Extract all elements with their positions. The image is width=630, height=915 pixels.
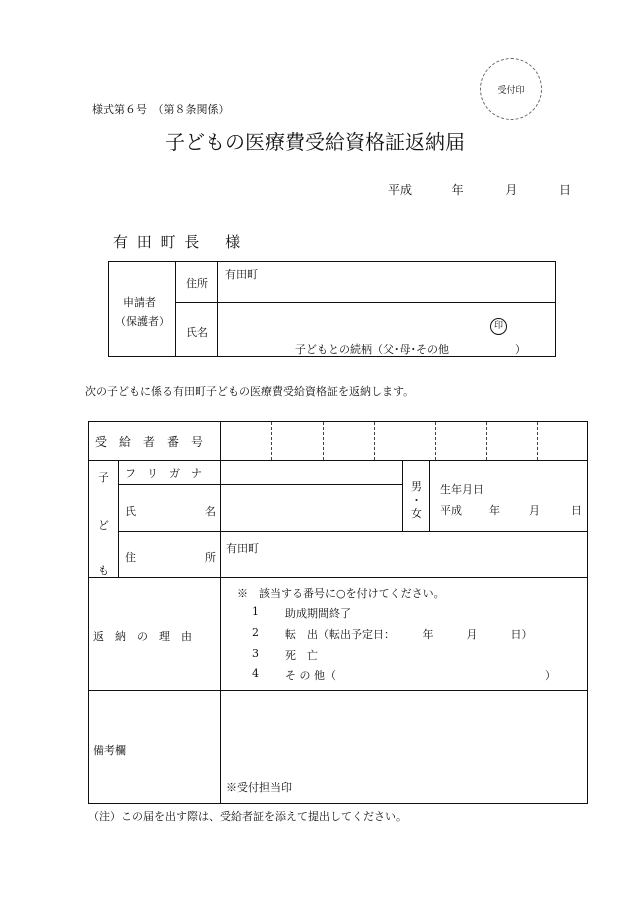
form-number: 様式第６号 （第８条関係） [92,103,230,116]
birth-era: 平成 [440,504,462,517]
reason-instruction: ※ 該当する番号に○を付けてください。 [237,587,445,600]
child-label-2: ど [98,519,109,532]
applicant-relation: 子どもとの続柄（父･母･その他 ） [295,343,526,356]
furigana-field[interactable] [223,462,399,482]
reason-item-3-no[interactable]: 3 [252,647,259,660]
child-address-label-1: 住 [125,551,136,564]
reason-item-4-text: そ の 他（ ） [285,669,556,682]
addressee: 有 田 町 長 様 [113,233,243,251]
reception-stamp-area [480,58,542,120]
child-name-label-2: 名 [205,505,216,518]
reason-item-3-text: 死 亡 [285,649,318,662]
applicant-address-label: 住所 [186,277,208,290]
child-name-label-1: 氏 [125,505,136,518]
reason-item-1-text: 助成期間終了 [285,607,351,620]
birth-year: 年 [489,504,500,517]
footnote: （注）この届を出す際は、受給者証を添えて提出してください。 [88,810,407,823]
recipient-number-label: 受 給 者 番 号 [95,435,204,449]
date-line [388,181,571,198]
date-month: 月 [505,183,518,197]
applicant-header: 申請者 [123,296,156,309]
sex-separator: ・ [411,494,422,507]
sex-female[interactable]: 女 [411,507,422,520]
recipient-table [88,421,588,804]
recipient-number-field[interactable] [222,424,584,458]
child-label-3: も [98,564,109,577]
reason-label: 返 納 の 理 由 [93,630,192,643]
reason-item-1-no[interactable]: 1 [252,605,259,618]
applicant-header-sub: （保護者） [115,315,170,328]
remarks-field[interactable] [223,694,583,764]
birth-month: 月 [529,504,540,517]
return-statement: 次の子どもに係る有田町子どもの医療費受給資格証を返納します。 [85,385,415,398]
furigana-label: フ リ ガ ナ [125,467,202,480]
child-label-1: 子 [98,471,109,484]
reason-item-2-text: 転 出（転出予定日： 年 月 日） [285,628,533,641]
seal-mark: 印 [490,318,507,335]
date-day: 日 [559,183,572,197]
applicant-table [108,261,556,357]
child-name-field[interactable] [223,487,399,529]
applicant-name-label: 氏名 [186,326,208,339]
date-era: 平成 [388,183,413,197]
birth-day: 日 [571,504,582,517]
remarks-label: 備考欄 [93,744,126,757]
stamp-label: 受付印 [497,85,525,96]
receipt-stamp-label: ※受付担当印 [226,781,292,794]
birthdate-label: 生年月日 [440,483,484,496]
child-address-field[interactable]: 有田町 [226,542,259,555]
sex-male[interactable]: 男 [411,480,422,493]
reason-item-2-no[interactable]: 2 [252,626,259,639]
document-title: 子どもの医療費受給資格証返納届 [165,130,465,154]
date-year: 年 [451,183,464,197]
applicant-address-field[interactable]: 有田町 [225,268,258,281]
child-address-label-2: 所 [205,551,216,564]
reason-item-4-no[interactable]: 4 [252,667,259,680]
